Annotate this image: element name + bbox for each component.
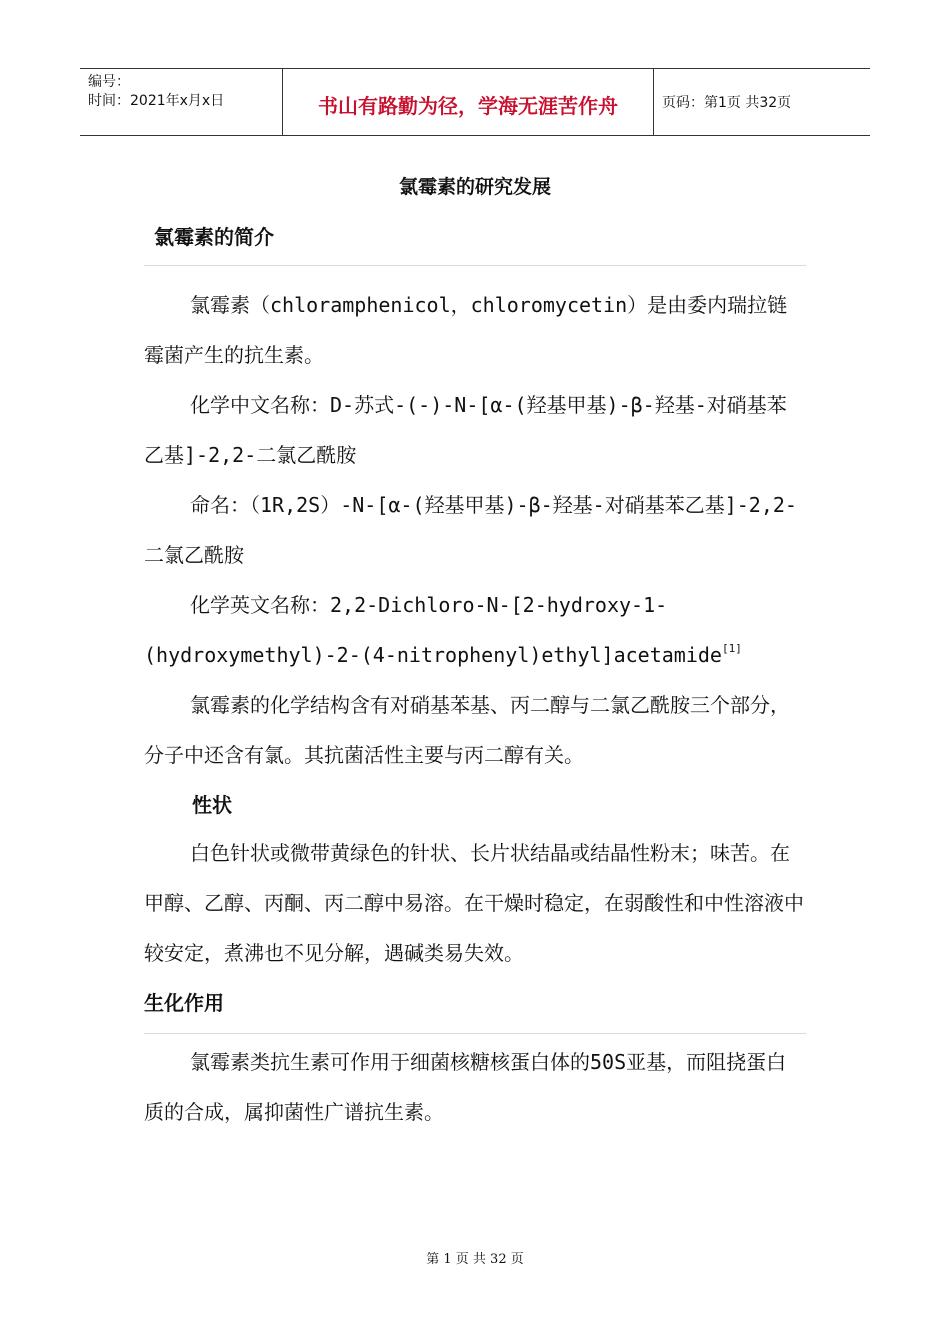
biochem-paragraph: 氯霉素类抗生素可作用于细菌核糖核蛋白体的50S亚基，而阻挠蛋白质的合成，属抑菌性广谱抗生素。 — [144, 1050, 787, 1124]
number-label: 编号： — [88, 74, 130, 90]
document-title: 氯霉素的研究发展 — [398, 176, 551, 198]
intro-paragraph-nomenclature: 命名：（1R,2S）-N-[α-(羟基甲基)-β-羟基-对硝基苯乙基]-2,2-二氯乙酰胺 — [144, 493, 797, 567]
properties-paragraph: 白色针状或微带黄绿色的针状、长片状结晶或结晶性粉末；味苦。在甲醇、乙醇、丙酮、丙二醇中易溶。在干燥时稳定，在弱酸性和中性溶液中较安定，煮沸也不见分解，遇碱类易失效。 — [144, 841, 804, 965]
section-divider — [144, 1033, 806, 1034]
header-page-info: 页码：第1页 共32页 — [662, 95, 792, 111]
section-divider — [144, 265, 806, 266]
intro-paragraph-english-name — [144, 580, 806, 680]
page-footer: 第 1 页 共 32 页 — [426, 1252, 524, 1267]
english-name-text: 化学英文名称：2,2-Dichloro-N-[2-hydroxy-1-(hydroxymethyl)-2-(4-nitrophenyl)ethyl]acetamide — [144, 593, 722, 667]
intro-paragraph-chinese-name: 化学中文名称：D-苏式-(-)-N-[α-(羟基甲基)-β-羟基-对硝基苯乙基]-2,2-二氯乙酰胺 — [144, 393, 787, 467]
time-label: 时间：2021年x月x日 — [88, 93, 225, 109]
intro-paragraph-1: 氯霉素（chloramphenicol，chloromycetin）是由委内瑞拉链霉菌产生的抗生素。 — [144, 293, 788, 367]
intro-paragraph-structure: 氯霉素的化学结构含有对硝基苯基、丙二醇与二氯乙酰胺三个部分，分子中还含有氯。其抗菌活性主要与丙二醇有关。 — [144, 693, 790, 767]
header-motto: 书山有路勤为径，学海无涯苦作舟 — [282, 69, 654, 135]
citation-ref: [1] — [721, 642, 742, 655]
document-header — [80, 68, 870, 136]
header-meta — [80, 69, 282, 135]
section-heading-properties: 性状 — [192, 793, 232, 817]
section-heading-intro: 氯霉素的简介 — [154, 225, 274, 249]
section-heading-biochem: 生化作用 — [144, 991, 224, 1015]
